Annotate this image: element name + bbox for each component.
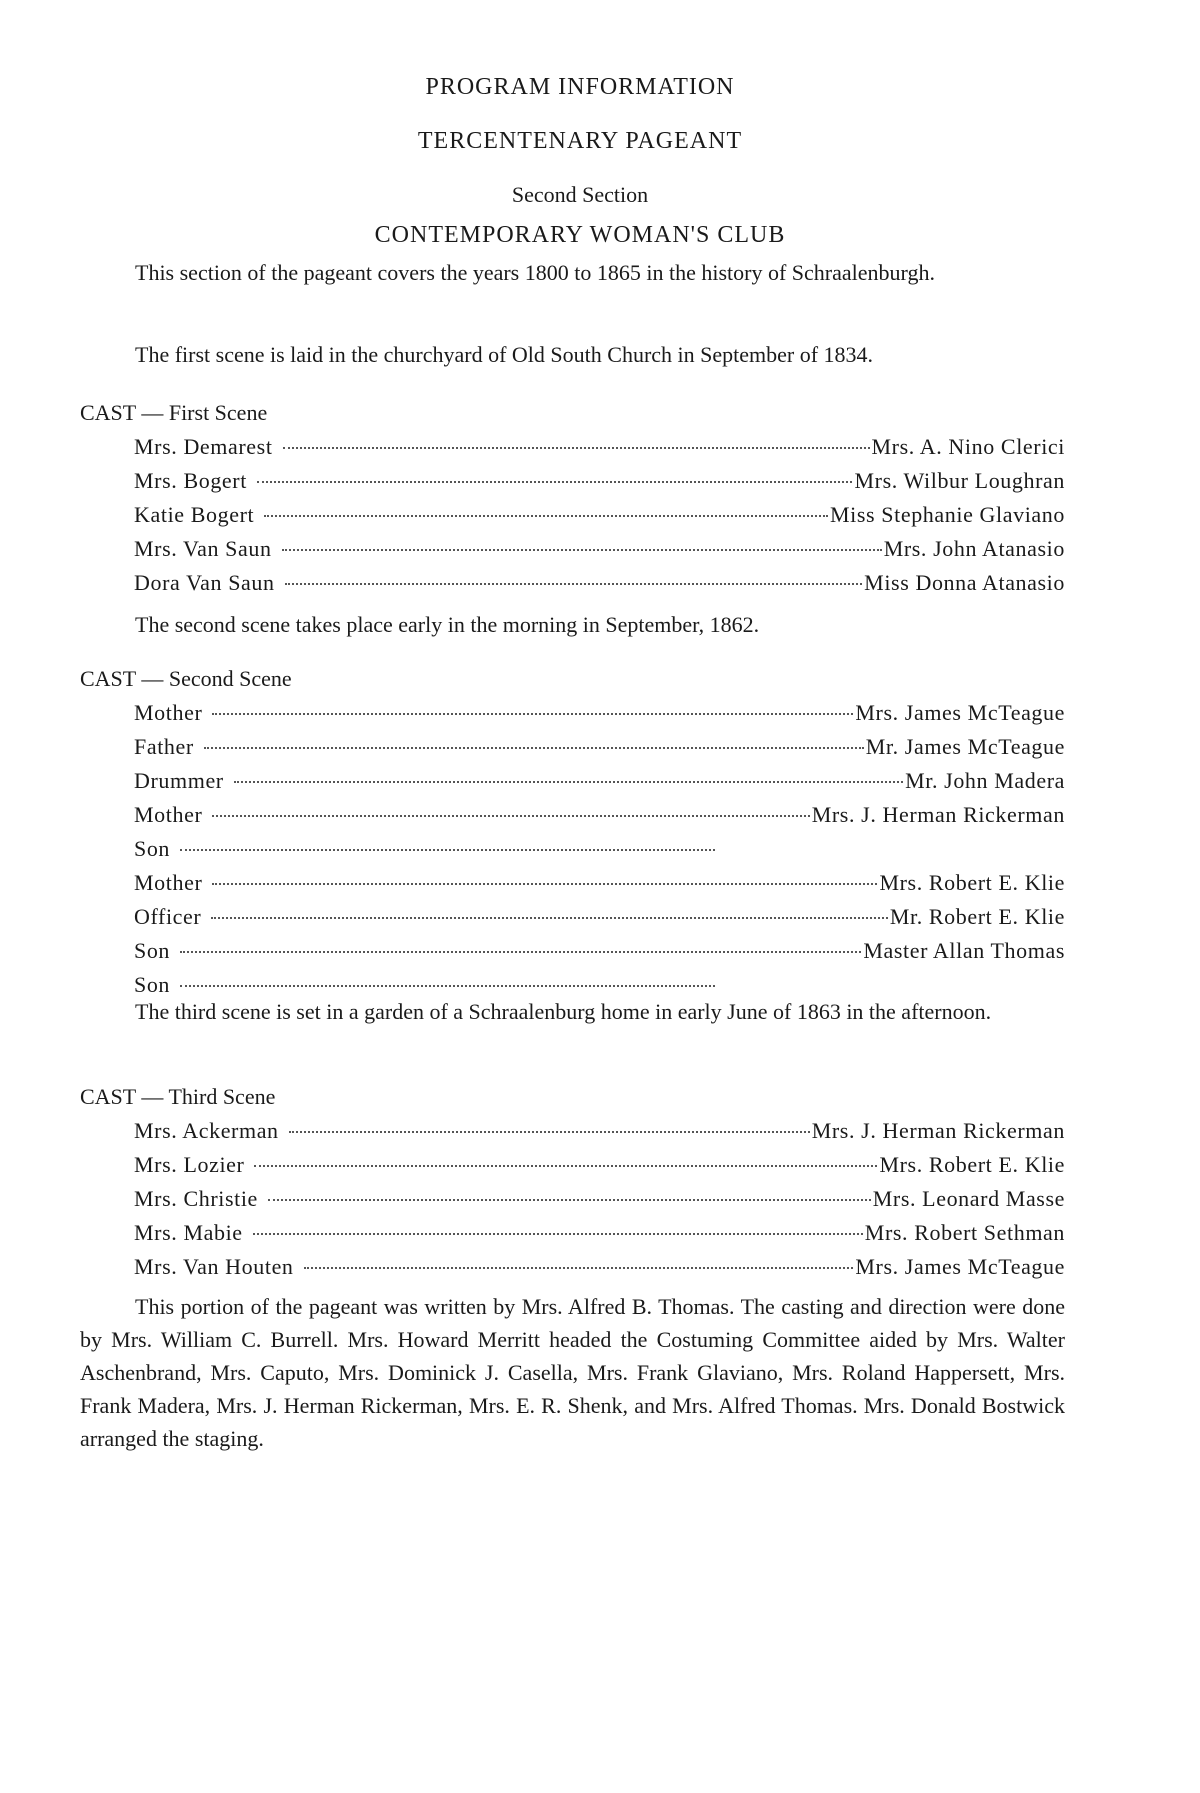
dot-leader xyxy=(204,746,864,749)
cast-row xyxy=(134,468,1065,502)
scene3-cast-heading: CAST — Third Scene xyxy=(80,1084,276,1109)
scene3-cast-list xyxy=(134,1118,1065,1288)
dot-leader xyxy=(180,848,715,851)
cast-actor: Mrs. J. Herman Rickerman xyxy=(811,802,1065,827)
section-subtitle: Second Section xyxy=(511,182,649,207)
cast-actor: Mr. Robert E. Klie xyxy=(889,904,1065,929)
cast-row xyxy=(134,768,1065,802)
cast-role: Mother xyxy=(134,802,203,827)
cast-actor: Mrs. James McTeague xyxy=(855,1254,1065,1279)
cast-actor: Mrs. John Atanasio xyxy=(883,536,1065,561)
scene1-cast-heading: CAST — First Scene xyxy=(80,400,268,425)
cast-role: Mrs. Christie xyxy=(134,1186,258,1211)
credits-paragraph: This portion of the pageant was written by Mrs. Alfred B. Thomas. The casting and direction were done by Mrs. William C. Burrell. Mrs. Howard Merritt headed the Costuming Committee aided by Mrs. Walter Aschenbrand, Mrs. Caputo, Mrs. Dominick J. Casella, Mrs. Frank Glaviano, Mrs. Roland Happersett, Mrs. Frank Madera, Mrs. J. Herman Rickerman, Mrs. E. R. Shenk, and Mrs. Alfred Thomas. Mrs. Donald Bostwick arranged the staging. xyxy=(80,1294,1065,1451)
cast-role: Dora Van Saun xyxy=(134,570,275,595)
cast-row xyxy=(134,734,1065,768)
cast-role: Son xyxy=(134,972,171,997)
cast-row xyxy=(134,938,1065,972)
cast-actor: Mrs. J. Herman Rickerman xyxy=(811,1118,1065,1143)
cast-row xyxy=(134,1220,1065,1254)
dot-leader xyxy=(180,950,861,953)
dot-leader xyxy=(212,814,809,817)
dot-leader xyxy=(304,1266,854,1269)
dot-leader xyxy=(264,514,828,517)
cast-actor: Mrs. Robert E. Klie xyxy=(879,1152,1065,1177)
cast-row xyxy=(134,1152,1065,1186)
scene3-description: The third scene is set in a garden of a Schraalenburg home in early June of 1863 in the afternoon. xyxy=(135,999,992,1024)
cast-role: Officer xyxy=(134,904,202,929)
dot-leader xyxy=(254,1164,877,1167)
dot-leader xyxy=(253,1232,863,1235)
cast-row xyxy=(134,802,1065,836)
cast-role: Mrs. Bogert xyxy=(134,468,247,493)
cast-row xyxy=(134,870,1065,904)
dot-leader xyxy=(234,780,903,783)
dot-leader xyxy=(180,984,715,987)
cast-row xyxy=(134,1254,1065,1288)
cast-row xyxy=(134,700,1065,734)
scene2-description: The second scene takes place early in the morning in September, 1862. xyxy=(135,612,760,637)
cast-actor: Miss Stephanie Glaviano xyxy=(830,502,1065,527)
cast-role: Mrs. Ackerman xyxy=(134,1118,279,1143)
cast-actor: Mrs. Wilbur Loughran xyxy=(854,468,1065,493)
dot-leader xyxy=(211,916,888,919)
cast-role: Mother xyxy=(134,870,203,895)
cast-row xyxy=(134,434,1065,468)
scene2-cast-heading: CAST — Second Scene xyxy=(80,666,292,691)
cast-role: Son xyxy=(134,938,171,963)
cast-actor: Master Allan Thomas xyxy=(863,938,1065,963)
cast-row xyxy=(134,836,1065,870)
cast-row xyxy=(134,536,1065,570)
cast-role: Father xyxy=(134,734,194,759)
cast-row xyxy=(134,502,1065,536)
cast-actor: Mr. John Madera xyxy=(905,768,1065,793)
dot-leader xyxy=(289,1130,810,1133)
scene2-cast-list xyxy=(134,700,1065,1006)
dot-leader xyxy=(285,582,863,585)
cast-actor: Mrs. Robert E. Klie xyxy=(879,870,1065,895)
club-name: CONTEMPORARY WOMAN'S CLUB xyxy=(374,222,786,248)
cast-actor: Miss Donna Atanasio xyxy=(864,570,1065,595)
program-title: PROGRAM INFORMATION xyxy=(425,74,735,100)
cast-actor: Mrs. James McTeague xyxy=(855,700,1065,725)
cast-role: Mrs. Mabie xyxy=(134,1220,243,1245)
cast-role: Katie Bogert xyxy=(134,502,255,527)
dot-leader xyxy=(212,882,877,885)
cast-actor: Mrs. Leonard Masse xyxy=(872,1186,1065,1211)
scene1-cast-list xyxy=(134,434,1065,604)
cast-row xyxy=(134,1118,1065,1152)
cast-row xyxy=(134,904,1065,938)
cast-actor: Mrs. Robert Sethman xyxy=(864,1220,1065,1245)
cast-role: Mrs. Lozier xyxy=(134,1152,245,1177)
cast-row xyxy=(134,1186,1065,1220)
cast-role: Son xyxy=(134,836,171,861)
pageant-title: TERCENTENARY PAGEANT xyxy=(417,128,743,154)
cast-role: Mrs. Demarest xyxy=(134,434,273,459)
dot-leader xyxy=(257,480,853,483)
cast-row xyxy=(134,570,1065,604)
cast-actor: Mr. James McTeague xyxy=(865,734,1065,759)
dot-leader xyxy=(282,548,882,551)
cast-role: Mrs. Van Houten xyxy=(134,1254,294,1279)
dot-leader xyxy=(268,1198,871,1201)
dot-leader xyxy=(212,712,853,715)
cast-role: Mother xyxy=(134,700,203,725)
cast-actor: Mrs. A. Nino Clerici xyxy=(871,434,1065,459)
cast-role: Mrs. Van Saun xyxy=(134,536,272,561)
cast-role: Drummer xyxy=(134,768,224,793)
dot-leader xyxy=(283,446,870,449)
intro-paragraph: This section of the pageant covers the years 1800 to 1865 in the history of Schraalenburgh. xyxy=(135,260,935,285)
scene1-description: The first scene is laid in the churchyard of Old South Church in September of 1834. xyxy=(135,342,874,367)
